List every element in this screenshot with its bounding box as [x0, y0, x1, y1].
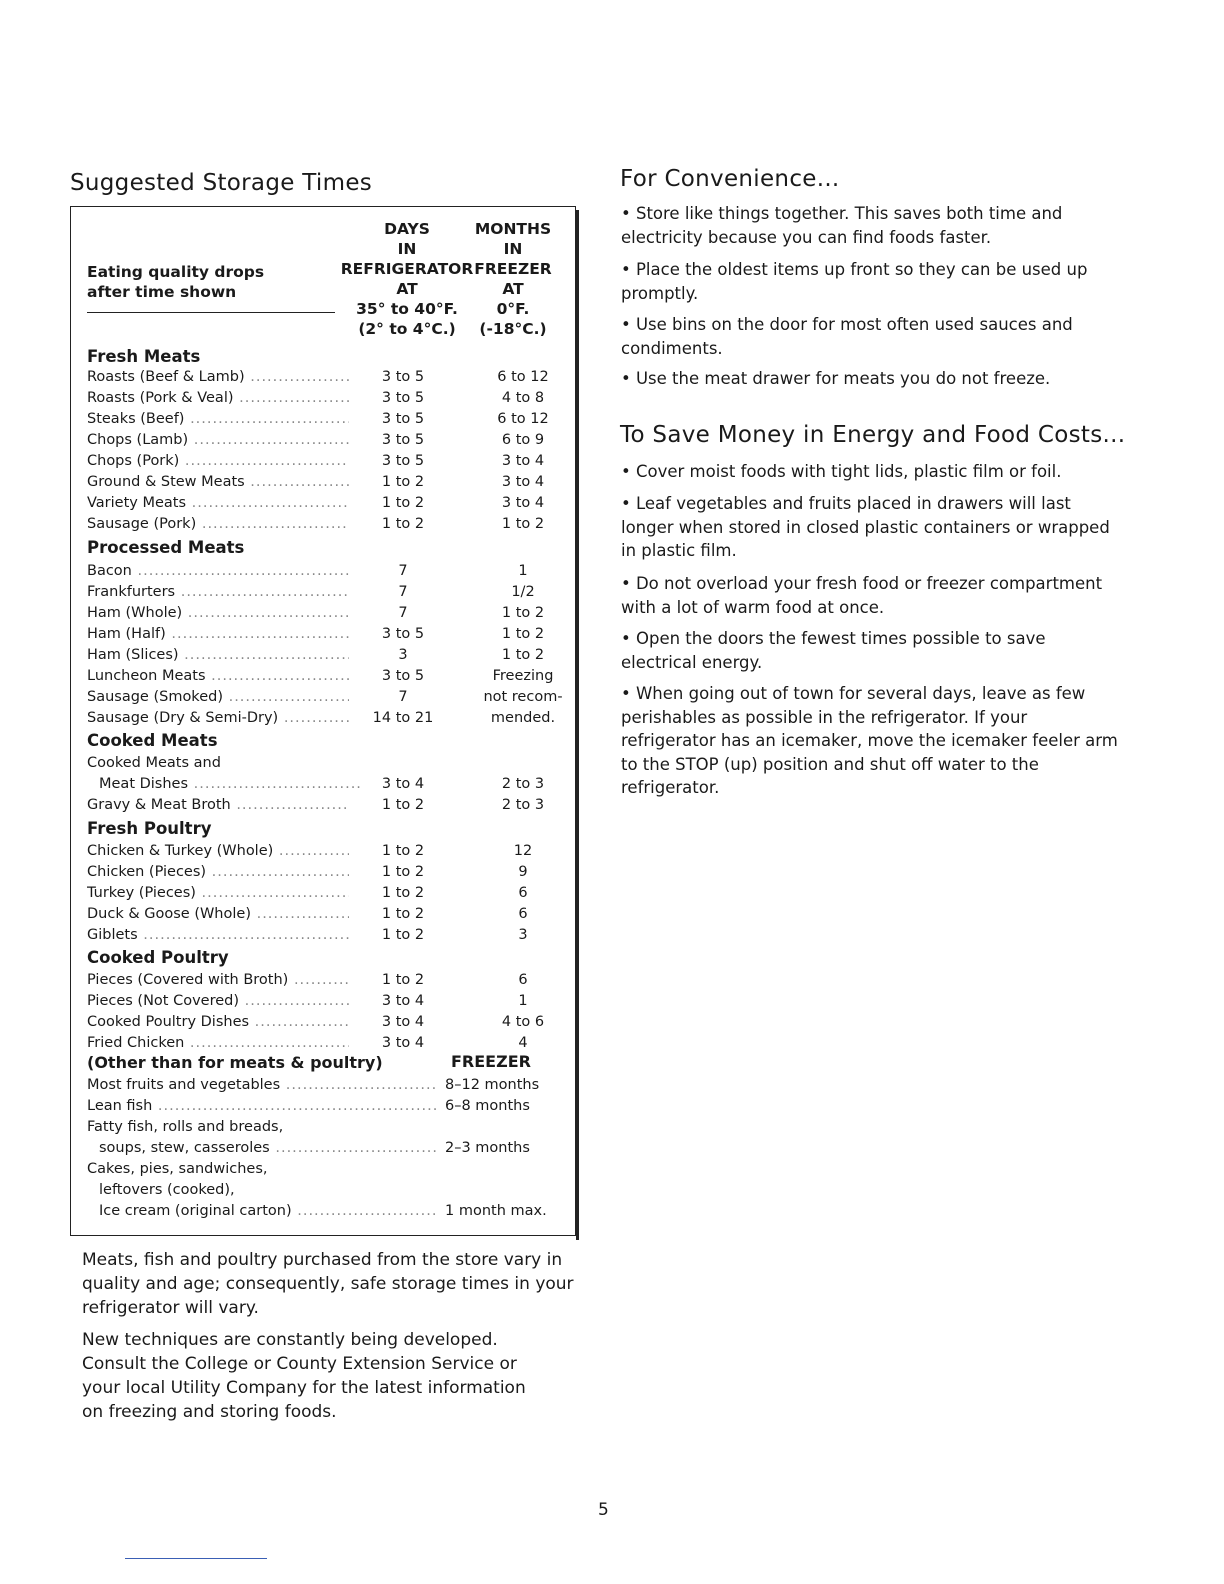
table-row: Bacon ..... 7 1	[87, 561, 567, 581]
footer-rule	[125, 1558, 267, 1559]
freezer-only-header: FREEZER	[451, 1052, 531, 1071]
table-row: Ice cream (original carton) ..... 1 month max.	[87, 1201, 567, 1221]
table-row: Luncheon Meats ..... 3 to 5 Freezing	[87, 666, 567, 686]
table-row: Frankfurters ..... 7 1/2	[87, 582, 567, 602]
other-foods-heading: (Other than for meats & poultry)	[87, 1053, 383, 1072]
table-row: Fatty fish, rolls and breads,	[87, 1119, 284, 1135]
table-row: Duck & Goose (Whole) ..... 1 to 2 6	[87, 904, 567, 924]
energy-savings-title: To Save Money in Energy and Food Costs...	[620, 422, 1126, 448]
cooked-poultry-heading: Cooked Poultry	[87, 948, 229, 967]
energy-bullet: • Leaf vegetables and fruits placed in drawers will last longer when stored in closed plastic containers or wrapped in plastic film.	[621, 494, 1110, 560]
table-row: Roasts (Beef & Lamb) ..... 3 to 5 6 to 12	[87, 367, 567, 387]
table-row: Sausage (Dry & Semi-Dry) ..... 14 to 21 mended.	[87, 708, 567, 728]
energy-bullet: • Do not overload your fresh food or freezer compartment with a lot of warm food at once.	[621, 574, 1103, 617]
table-row: Steaks (Beef) ..... 3 to 5 6 to 12	[87, 409, 567, 429]
table-row: Lean fish ..... 6–8 months	[87, 1096, 567, 1116]
table-row: Chicken & Turkey (Whole) ..... 1 to 2 12	[87, 841, 567, 861]
table-row: Meat Dishes ..... 3 to 4 2 to 3	[87, 774, 567, 794]
table-row: Roasts (Pork & Veal) ..... 3 to 5 4 to 8	[87, 388, 567, 408]
table-row: Turkey (Pieces) ..... 1 to 2 6	[87, 883, 567, 903]
table-row: Chicken (Pieces) ..... 1 to 2 9	[87, 862, 567, 882]
quality-note: Eating quality drops after time shown	[87, 263, 265, 301]
extension-service-paragraph: New techniques are constantly being developed. Consult the College or County Extension Service or your local Utility Company for the latest information on freezing and storing foods.	[82, 1330, 526, 1422]
processed-meats-heading: Processed Meats	[87, 538, 245, 557]
convenience-title: For Convenience...	[620, 166, 840, 192]
page-number: 5	[598, 1500, 609, 1520]
storage-table	[70, 206, 576, 1236]
table-row: Ham (Half) ..... 3 to 5 1 to 2	[87, 624, 567, 644]
table-row: Pieces (Covered with Broth) ..... 1 to 2 6	[87, 970, 567, 990]
cooked-meats-heading: Cooked Meats	[87, 731, 218, 750]
convenience-bullet: • Place the oldest items up front so they can be used up promptly.	[621, 260, 1088, 303]
convenience-bullet: • Use bins on the door for most often used sauces and condiments.	[621, 315, 1073, 358]
table-row: Cooked Meats and	[87, 755, 221, 771]
convenience-bullet: • Store like things together. This saves both time and electricity because you can find foods faster.	[621, 204, 1063, 247]
table-row: Chops (Lamb) ..... 3 to 5 6 to 9	[87, 430, 567, 450]
table-row: Cakes, pies, sandwiches,	[87, 1161, 268, 1177]
storage-variation-paragraph: Meats, fish and poultry purchased from the store vary in quality and age; consequently, safe storage times in your refrigerator will vary.	[82, 1250, 574, 1318]
table-row: Sausage (Pork) ..... 1 to 2 1 to 2	[87, 514, 567, 534]
months-column-header: MONTHS IN FREEZER AT 0°F. (-18°C.)	[474, 220, 552, 338]
storage-times-title: Suggested Storage Times	[70, 170, 373, 196]
energy-bullet: • When going out of town for several days, leave as few perishables as possible in the refrigerator. If your refrigerator has an icemaker, move the icemaker feeler arm to the STOP (up) position and shut off water to the refrigerator.	[621, 684, 1118, 797]
table-row: Fried Chicken ..... 3 to 4 4	[87, 1033, 567, 1053]
table-row: Ground & Stew Meats ..... 1 to 2 3 to 4	[87, 472, 567, 492]
header-divider	[87, 312, 335, 313]
fresh-meats-heading: Fresh Meats	[87, 347, 201, 366]
table-row: Chops (Pork) ..... 3 to 5 3 to 4	[87, 451, 567, 471]
table-row: Ham (Whole) ..... 7 1 to 2	[87, 603, 567, 623]
convenience-bullet: • Use the meat drawer for meats you do not freeze.	[621, 369, 1051, 388]
table-row: Ham (Slices) ..... 3 1 to 2	[87, 645, 567, 665]
energy-bullet: • Open the doors the fewest times possible to save electrical energy.	[621, 629, 1046, 672]
table-row: leftovers (cooked),	[99, 1182, 235, 1198]
table-row: Most fruits and vegetables ..... 8–12 months	[87, 1075, 567, 1095]
table-row: Cooked Poultry Dishes ..... 3 to 4 4 to 6	[87, 1012, 567, 1032]
energy-bullet: • Cover moist foods with tight lids, plastic film or foil.	[621, 462, 1062, 481]
days-column-header: DAYS IN REFRIGERATOR AT 35° to 40°F. (2° to 4°C.)	[340, 220, 474, 338]
fresh-poultry-heading: Fresh Poultry	[87, 819, 212, 838]
table-row: Variety Meats ..... 1 to 2 3 to 4	[87, 493, 567, 513]
table-row: Pieces (Not Covered) ..... 3 to 4 1	[87, 991, 567, 1011]
table-row: Giblets ..... 1 to 2 3	[87, 925, 567, 945]
table-row: Gravy & Meat Broth ..... 1 to 2 2 to 3	[87, 795, 567, 815]
table-row: soups, stew, casseroles ..... 2–3 months	[87, 1138, 567, 1158]
table-row: Sausage (Smoked) ..... 7 not recom-	[87, 687, 567, 707]
